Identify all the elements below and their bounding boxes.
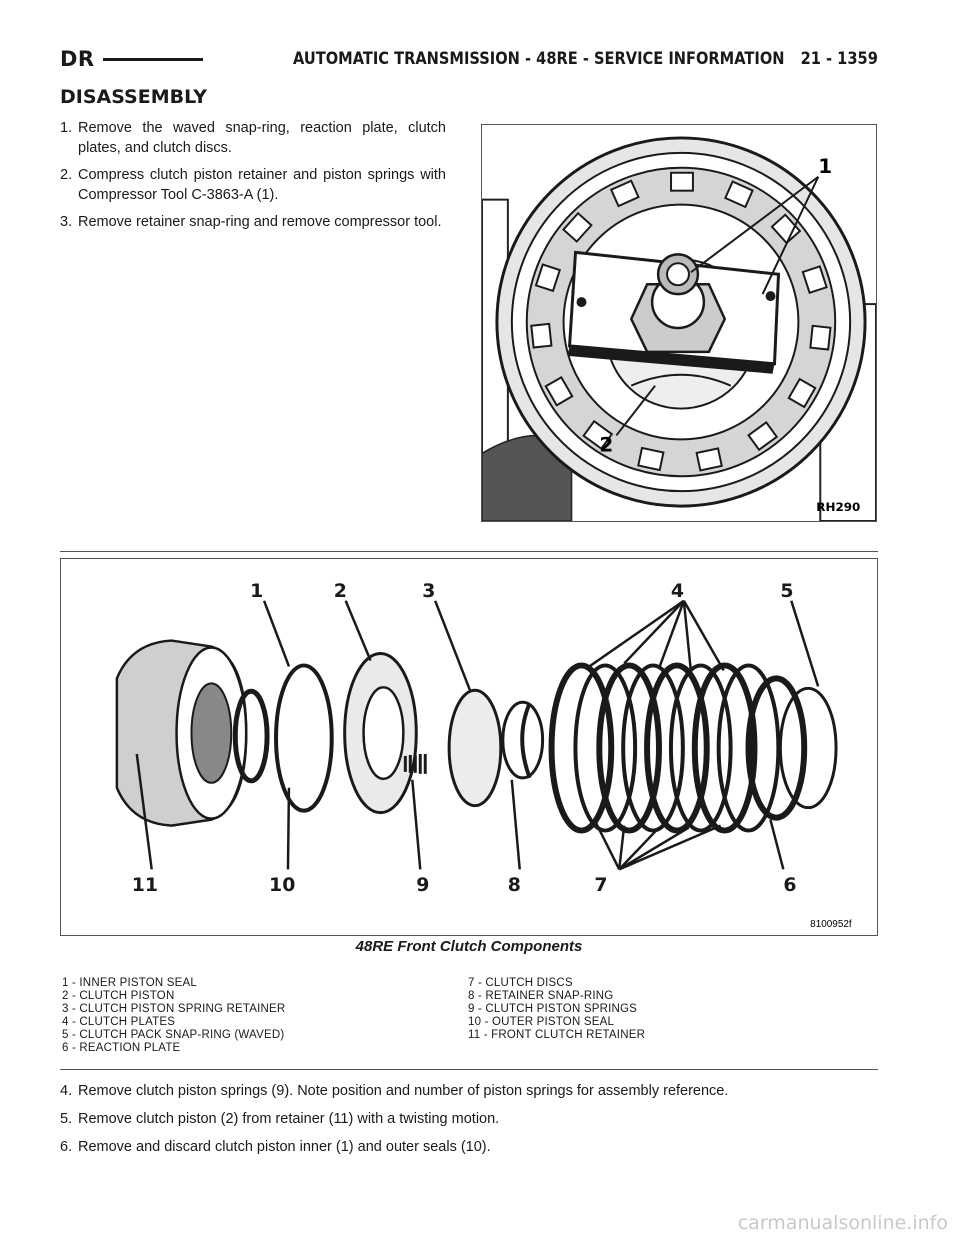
- callout-1: 1: [818, 154, 833, 178]
- callout-2: 2: [333, 579, 347, 602]
- step-item: [60, 1109, 878, 1129]
- step-text: Remove and discard clutch piston inner (1) and outer seals (10).: [78, 1139, 491, 1155]
- step-item: [60, 1081, 878, 1101]
- callout-3: 3: [422, 579, 436, 602]
- section-title: DISASSEMBLY: [60, 86, 208, 108]
- step-number: 2.: [60, 167, 73, 183]
- steps-bottom: [60, 1081, 878, 1165]
- legend-item: 5 - CLUTCH PACK SNAP-RING (WAVED): [62, 1029, 285, 1041]
- header-rule: [103, 58, 203, 61]
- callout-4: 4: [670, 579, 685, 602]
- callout-11: 11: [131, 874, 159, 897]
- callout-5: 5: [780, 579, 794, 602]
- callout-7: 7: [594, 874, 608, 897]
- legend-item: 7 - CLUTCH DISCS: [468, 977, 573, 989]
- step-number: 5.: [60, 1111, 73, 1127]
- step-item: [60, 118, 446, 158]
- step-item: [60, 212, 446, 232]
- step-number: 6.: [60, 1139, 73, 1155]
- legend-column-right: [468, 977, 874, 1055]
- step-item: [60, 1137, 878, 1157]
- legend-item: 2 - CLUTCH PISTON: [62, 990, 175, 1002]
- legend-item: 6 - REACTION PLATE: [62, 1042, 181, 1054]
- legend-item: 11 - FRONT CLUTCH RETAINER: [468, 1029, 646, 1041]
- step-text: Remove clutch piston springs (9). Note position and number of piston springs for assembly reference.: [78, 1083, 729, 1099]
- watermark: carmanualsonline.info: [737, 1212, 948, 1234]
- figure-code: RH290: [816, 500, 861, 515]
- page-header: [60, 44, 878, 74]
- step-number: 4.: [60, 1083, 73, 1099]
- clutch-components-illustration: [61, 559, 877, 935]
- callout-6: 6: [783, 874, 797, 897]
- step-item: [60, 165, 446, 205]
- step-text: Remove retainer snap-ring and remove compressor tool.: [78, 214, 442, 230]
- step-number: 1.: [60, 120, 73, 136]
- compressor-tool-illustration: [482, 125, 876, 521]
- callout-8: 8: [507, 874, 521, 897]
- page-number: 21 - 1359: [800, 49, 878, 69]
- callout-1: 1: [250, 579, 264, 602]
- legend-item: 3 - CLUTCH PISTON SPRING RETAINER: [62, 1003, 286, 1015]
- figure-legend: [62, 977, 874, 1055]
- figure-caption: 48RE Front Clutch Components: [355, 938, 583, 955]
- step-text: Remove clutch piston (2) from retainer (11) with a twisting motion.: [78, 1111, 500, 1127]
- figure-code: 8100952f: [810, 919, 852, 931]
- legend-item: 4 - CLUTCH PLATES: [62, 1016, 176, 1028]
- legend-item: 9 - CLUTCH PISTON SPRINGS: [468, 1003, 638, 1015]
- step-number: 3.: [60, 214, 73, 230]
- legend-item: 10 - OUTER PISTON SEAL: [468, 1016, 615, 1028]
- legend-column-left: [62, 977, 468, 1055]
- steps-top: [60, 118, 446, 239]
- clutch-components-figure: [60, 558, 878, 936]
- legend-item: 8 - RETAINER SNAP-RING: [468, 990, 614, 1002]
- callout-9: 9: [416, 874, 430, 897]
- header-title: AUTOMATIC TRANSMISSION - 48RE - SERVICE INFORMATION: [292, 49, 785, 69]
- section-code: DR: [60, 47, 95, 71]
- callout-10: 10: [269, 874, 296, 897]
- step-text: Remove the waved snap-ring, reaction plate, clutch plates, and clutch discs.: [78, 120, 446, 156]
- compressor-tool-figure: [481, 124, 877, 522]
- callout-2: 2: [599, 433, 614, 457]
- step-text: Compress clutch piston retainer and piston springs with Compressor Tool C-3863-A (1).: [78, 167, 446, 203]
- legend-item: 1 - INNER PISTON SEAL: [62, 977, 197, 989]
